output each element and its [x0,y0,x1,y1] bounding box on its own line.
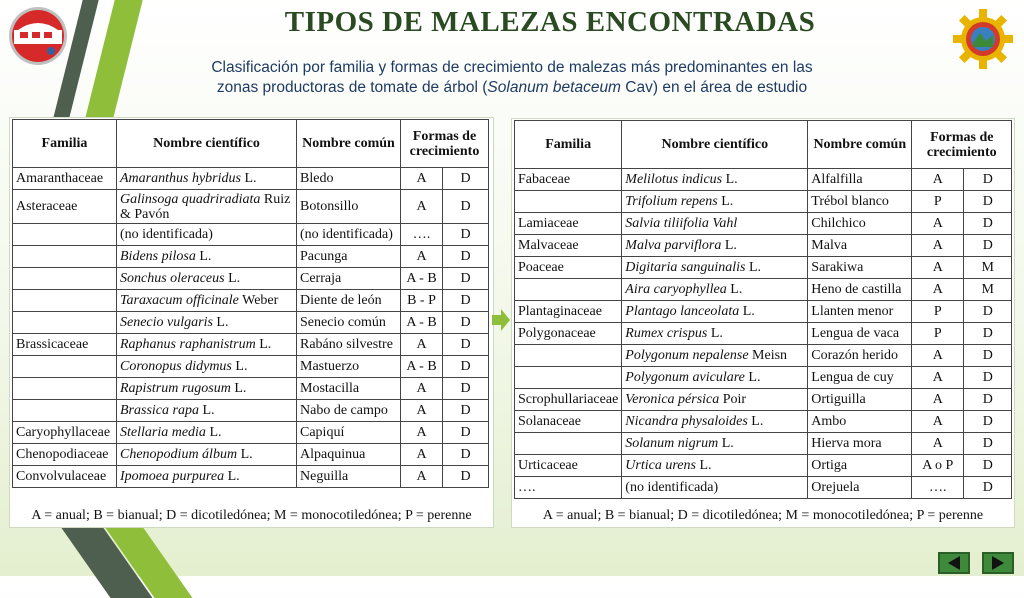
cell-scientific-name: Ipomoea purpurea L. [117,466,297,488]
cell-common-name: Alpaquinua [297,444,401,466]
cell-scientific-name: Solanum nigrum L. [622,433,808,455]
cell-growth-form-1: A o P [912,455,964,477]
cell-growth-form-2: D [964,213,1012,235]
cell-growth-form-1: A [912,367,964,389]
cell-familia: Polygonaceae [515,323,622,345]
cell-growth-form-1: P [912,191,964,213]
table-row [515,235,1012,257]
col-comun: Nombre común [297,120,401,168]
weed-table-right [514,120,1012,499]
table-row [515,389,1012,411]
col-cientifico: Nombre científico [622,121,808,169]
cell-growth-form-2: D [443,312,489,334]
table-row [13,312,489,334]
cell-scientific-name: Rapistrum rugosum L. [117,378,297,400]
cell-growth-form-1: A [401,422,443,444]
table-body-left [13,168,489,488]
table-row [515,477,1012,499]
cell-growth-form-2: D [964,235,1012,257]
table-row [13,224,489,246]
table-row [515,169,1012,191]
table-row [13,290,489,312]
cell-growth-form-1: A [912,389,964,411]
cell-scientific-name: Amaranthus hybridus L. [117,168,297,190]
table-row [13,422,489,444]
legend-left: A = anual; B = bianual; D = dicotiledónea; M = monocotiledónea; P = perenne [31,508,472,523]
cell-growth-form-1: A [912,279,964,301]
cell-growth-form-1: A [401,190,443,224]
cell-growth-form-1: A [912,235,964,257]
table-row [515,323,1012,345]
cell-familia: Solanaceae [515,411,622,433]
cell-common-name: Hierva mora [808,433,912,455]
table-row [13,246,489,268]
cell-growth-form-1: A [912,257,964,279]
cell-common-name: Lengua de cuy [808,367,912,389]
cell-scientific-name: Bidens pilosa L. [117,246,297,268]
previous-slide-icon [940,554,968,572]
cell-familia [13,246,117,268]
cell-familia [13,378,117,400]
cell-familia [515,367,622,389]
cell-familia: Plantaginaceae [515,301,622,323]
cell-familia [13,312,117,334]
cell-growth-form-2: D [964,191,1012,213]
cell-scientific-name: Chenopodium álbum L. [117,444,297,466]
cell-scientific-name: Rumex crispus L. [622,323,808,345]
cell-common-name: Cerraja [297,268,401,290]
cell-familia: Amaranthaceae [13,168,117,190]
cell-growth-form-2: D [964,477,1012,499]
cell-familia: …. [515,477,622,499]
cell-scientific-name: Sonchus oleraceus L. [117,268,297,290]
cell-scientific-name: Galinsoga quadriradiata Ruiz & Pavón [117,190,297,224]
cell-growth-form-2: D [964,411,1012,433]
cell-common-name: Ortiguilla [808,389,912,411]
cell-scientific-name: Coronopus didymus L. [117,356,297,378]
table-row [515,279,1012,301]
cell-scientific-name: Plantago lanceolata L. [622,301,808,323]
col-formas: Formas de crecimiento [401,120,489,168]
cell-growth-form-1: A [912,345,964,367]
table-row [13,356,489,378]
cell-common-name: Ambo [808,411,912,433]
cell-growth-form-2: D [443,378,489,400]
cell-common-name: Botonsillo [297,190,401,224]
cell-familia: Urticaceae [515,455,622,477]
legend-right: A = anual; B = bianual; D = dicotiledónea; M = monocotiledónea; P = perenne [542,508,984,523]
cell-scientific-name: Nicandra physaloides L. [622,411,808,433]
table-header-row [515,121,1012,169]
cell-common-name: Orejuela [808,477,912,499]
cell-growth-form-1: A - B [401,312,443,334]
cell-growth-form-2: D [964,367,1012,389]
cell-common-name: Llanten menor [808,301,912,323]
page-subtitle [150,58,874,98]
col-formas: Formas de crecimiento [912,121,1012,169]
cell-familia: Poaceae [515,257,622,279]
cell-common-name: Ortiga [808,455,912,477]
cell-common-name: Lengua de vaca [808,323,912,345]
cell-growth-form-1: A [912,433,964,455]
table-row [515,191,1012,213]
subtitle-line-2b: Cav) en el área de estudio [620,79,808,96]
cell-familia: Brassicaceae [13,334,117,356]
cell-growth-form-1: A - B [401,268,443,290]
cell-growth-form-1: P [912,301,964,323]
table-row [13,466,489,488]
table-body-right [515,169,1012,499]
cell-growth-form-1: A [401,400,443,422]
table-row [13,444,489,466]
cell-growth-form-1: A [912,411,964,433]
cell-growth-form-2: D [964,323,1012,345]
cell-familia [13,290,117,312]
cell-familia [13,356,117,378]
table-row [515,257,1012,279]
arrow-right-icon [492,309,510,331]
cell-growth-form-1: …. [912,477,964,499]
previous-slide-button[interactable] [938,552,970,574]
cell-growth-form-2: D [964,169,1012,191]
cell-growth-form-1: P [912,323,964,345]
cell-familia: Convolvulaceae [13,466,117,488]
cell-familia [515,345,622,367]
cell-growth-form-2: D [443,422,489,444]
cell-familia: Asteraceae [13,190,117,224]
cell-common-name: Rabáno silvestre [297,334,401,356]
col-cientifico: Nombre científico [117,120,297,168]
right-table-panel [511,118,1015,528]
cell-growth-form-1: A [401,466,443,488]
cell-growth-form-1: A [401,378,443,400]
cell-familia [515,279,622,301]
cell-common-name: Neguilla [297,466,401,488]
cell-growth-form-1: B - P [401,290,443,312]
table-row [515,301,1012,323]
subtitle-line-2a: zonas productoras de tomate de árbol ( [216,79,488,96]
table-row [515,213,1012,235]
cell-growth-form-2: D [964,345,1012,367]
weed-table-left [12,119,489,488]
university-logo-icon [8,6,68,66]
cell-common-name: Bledo [297,168,401,190]
cell-common-name: Heno de castilla [808,279,912,301]
cell-familia [13,224,117,246]
cell-growth-form-2: D [443,444,489,466]
cell-familia: Fabaceae [515,169,622,191]
cell-growth-form-2: M [964,279,1012,301]
table-row [515,455,1012,477]
cell-common-name: Corazón herido [808,345,912,367]
cell-growth-form-1: A [401,246,443,268]
subtitle-line-1: Clasificación por familia y formas de crecimiento de malezas más predominantes en las [211,59,813,76]
cell-growth-form-2: M [964,257,1012,279]
table-row [13,334,489,356]
cell-common-name: (no identificada) [297,224,401,246]
cell-growth-form-1: …. [401,224,443,246]
col-familia: Familia [515,121,622,169]
cell-growth-form-2: D [964,389,1012,411]
cell-scientific-name: Aira caryophyllea L. [622,279,808,301]
cell-scientific-name: Veronica pérsica Poir [622,389,808,411]
cell-scientific-name: Urtica urens L. [622,455,808,477]
cell-growth-form-2: D [443,268,489,290]
col-comun: Nombre común [808,121,912,169]
cell-growth-form-2: D [443,334,489,356]
table-row [13,190,489,224]
cell-common-name: Alfalfilla [808,169,912,191]
cell-common-name: Chilchico [808,213,912,235]
cell-growth-form-2: D [443,190,489,224]
cell-scientific-name: Stellaria media L. [117,422,297,444]
cell-growth-form-1: A - B [401,356,443,378]
cell-growth-form-2: D [443,466,489,488]
cell-familia [515,191,622,213]
table-row [13,168,489,190]
cell-scientific-name: (no identificada) [117,224,297,246]
cell-growth-form-1: A [912,169,964,191]
cell-common-name: Sarakiwa [808,257,912,279]
next-slide-button[interactable] [982,552,1014,574]
cell-scientific-name: (no identificada) [622,477,808,499]
cell-common-name: Trébol blanco [808,191,912,213]
cell-scientific-name: Senecio vulgaris L. [117,312,297,334]
cell-growth-form-2: D [443,400,489,422]
cell-common-name: Malva [808,235,912,257]
cell-scientific-name: Raphanus raphanistrum L. [117,334,297,356]
cell-familia: Scrophullariaceae [515,389,622,411]
page-title: TIPOS DE MALEZAS ENCONTRADAS [284,6,816,38]
cell-growth-form-1: A [401,334,443,356]
cell-common-name: Capiquí [297,422,401,444]
cell-scientific-name: Malva parviflora L. [622,235,808,257]
cell-growth-form-2: D [443,246,489,268]
cell-growth-form-2: D [964,433,1012,455]
cell-scientific-name: Polygonum nepalense Meisn [622,345,808,367]
cell-common-name: Senecio común [297,312,401,334]
cell-scientific-name: Melilotus indicus L. [622,169,808,191]
table-row [515,411,1012,433]
cell-growth-form-2: D [443,168,489,190]
cell-familia: Lamiaceae [515,213,622,235]
cell-familia: Caryophyllaceae [13,422,117,444]
cell-growth-form-1: A [912,213,964,235]
next-slide-icon [984,554,1012,572]
table-header-row [13,120,489,168]
cell-growth-form-1: A [401,168,443,190]
left-table-panel [9,117,494,528]
cell-scientific-name: Brassica rapa L. [117,400,297,422]
cell-growth-form-1: A [401,444,443,466]
cell-common-name: Mostacilla [297,378,401,400]
cell-familia: Chenopodiaceae [13,444,117,466]
cell-scientific-name: Polygonum aviculare L. [622,367,808,389]
table-row [515,367,1012,389]
cell-common-name: Mastuerzo [297,356,401,378]
col-familia: Familia [13,120,117,168]
cell-growth-form-2: D [443,224,489,246]
cell-familia [515,433,622,455]
cell-growth-form-2: D [964,301,1012,323]
cell-familia [13,268,117,290]
cell-scientific-name: Salvia tiliifolia Vahl [622,213,808,235]
cell-scientific-name: Taraxacum officinale Weber [117,290,297,312]
cell-scientific-name: Trifolium repens L. [622,191,808,213]
table-row [515,433,1012,455]
table-row [13,400,489,422]
cell-familia: Malvaceae [515,235,622,257]
cell-familia [13,400,117,422]
cell-scientific-name: Digitaria sanguinalis L. [622,257,808,279]
cell-common-name: Diente de león [297,290,401,312]
cell-common-name: Nabo de campo [297,400,401,422]
cell-growth-form-2: D [964,455,1012,477]
table-row [13,268,489,290]
table-row [13,378,489,400]
subtitle-species: Solanum betaceum [487,79,621,96]
cell-growth-form-2: D [443,356,489,378]
cell-growth-form-2: D [443,290,489,312]
table-row [515,345,1012,367]
faculty-gear-logo-icon [952,8,1014,70]
cell-common-name: Pacunga [297,246,401,268]
